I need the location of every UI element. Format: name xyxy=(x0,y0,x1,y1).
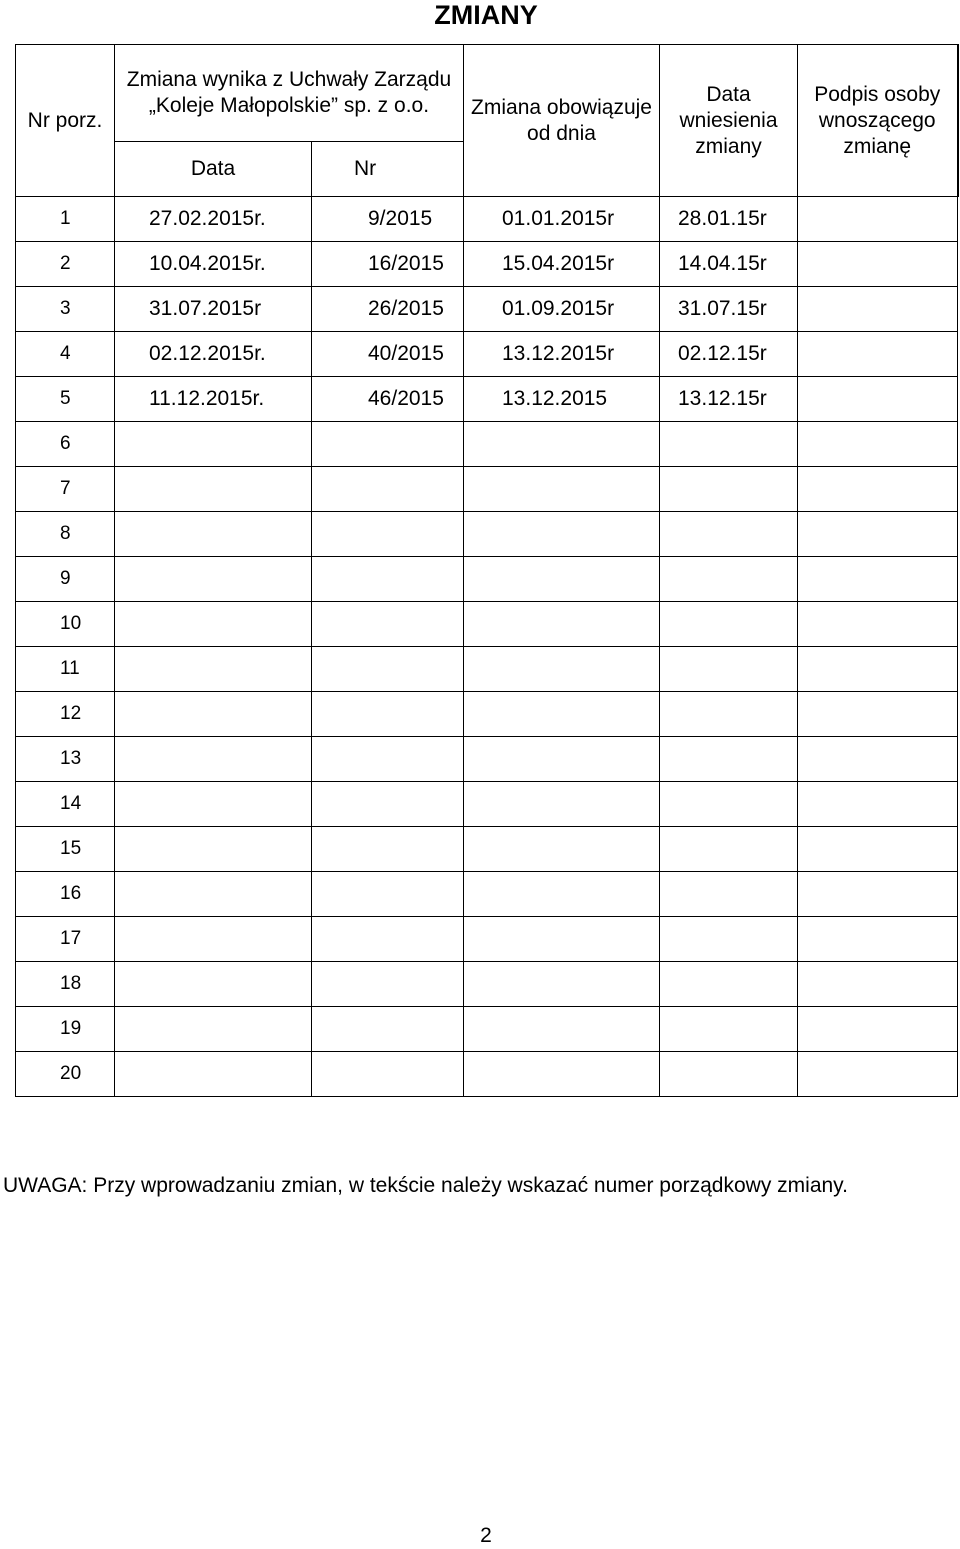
row-number: 9 xyxy=(16,557,115,602)
header-entry-date: Data wniesienia zmiany xyxy=(660,45,798,197)
row-number: 2 xyxy=(16,242,115,287)
effective-date-cell: 13.12.2015r xyxy=(464,332,660,377)
row-number: 16 xyxy=(16,872,115,917)
resolution-date-cell xyxy=(115,917,312,962)
resolution-nr-cell xyxy=(312,692,464,737)
signature-cell xyxy=(798,917,958,962)
row-number: 18 xyxy=(16,962,115,1007)
resolution-nr-cell xyxy=(312,872,464,917)
resolution-date-cell: 02.12.2015r. xyxy=(115,332,312,377)
entry-date-cell: 28.01.15r xyxy=(660,197,798,242)
table-row xyxy=(16,1052,958,1097)
signature-cell xyxy=(798,197,958,242)
resolution-date-cell xyxy=(115,422,312,467)
resolution-nr-cell xyxy=(312,782,464,827)
effective-date-cell: 01.01.2015r xyxy=(464,197,660,242)
resolution-date-cell xyxy=(115,647,312,692)
effective-date-cell: 01.09.2015r xyxy=(464,287,660,332)
effective-date-cell xyxy=(464,602,660,647)
table-row xyxy=(16,962,958,1007)
effective-date-cell xyxy=(464,917,660,962)
table-row xyxy=(16,692,958,737)
effective-date-cell xyxy=(464,557,660,602)
entry-date-cell xyxy=(660,827,798,872)
effective-date-cell xyxy=(464,1007,660,1052)
table-row xyxy=(16,512,958,557)
table-row xyxy=(16,737,958,782)
resolution-date-cell: 10.04.2015r. xyxy=(115,242,312,287)
effective-date-cell xyxy=(464,962,660,1007)
resolution-nr-cell xyxy=(312,422,464,467)
row-number: 19 xyxy=(16,1007,115,1052)
entry-date-cell xyxy=(660,422,798,467)
entry-date-cell xyxy=(660,1052,798,1097)
signature-cell xyxy=(798,287,958,332)
effective-date-cell xyxy=(464,782,660,827)
row-number: 3 xyxy=(16,287,115,332)
entry-date-cell xyxy=(660,1007,798,1052)
resolution-date-cell xyxy=(115,737,312,782)
row-number: 7 xyxy=(16,467,115,512)
row-number: 15 xyxy=(16,827,115,872)
entry-date-cell xyxy=(660,512,798,557)
effective-date-cell xyxy=(464,422,660,467)
table-row xyxy=(16,287,958,332)
header-nr-porz: Nr porz. xyxy=(16,45,115,197)
resolution-date-cell xyxy=(115,1007,312,1052)
table-row xyxy=(16,332,958,377)
page-number: 2 xyxy=(480,1524,492,1547)
row-number: 12 xyxy=(16,692,115,737)
resolution-nr-cell xyxy=(312,467,464,512)
effective-date-cell xyxy=(464,827,660,872)
table-row xyxy=(16,1007,958,1052)
entry-date-cell: 31.07.15r xyxy=(660,287,798,332)
row-number: 6 xyxy=(16,422,115,467)
table-row xyxy=(16,917,958,962)
table-row xyxy=(16,782,958,827)
table-header-row xyxy=(16,45,958,142)
resolution-date-cell xyxy=(115,512,312,557)
table-row xyxy=(16,647,958,692)
resolution-nr-cell xyxy=(312,1007,464,1052)
resolution-nr-cell xyxy=(312,962,464,1007)
entry-date-cell xyxy=(660,467,798,512)
effective-date-cell xyxy=(464,1052,660,1097)
table-row xyxy=(16,242,958,287)
signature-cell xyxy=(798,872,958,917)
entry-date-cell: 02.12.15r xyxy=(660,332,798,377)
signature-cell xyxy=(798,377,958,422)
resolution-date-cell xyxy=(115,872,312,917)
signature-cell xyxy=(798,827,958,872)
resolution-nr-cell: 46/2015 xyxy=(312,377,464,422)
signature-cell xyxy=(798,557,958,602)
signature-cell xyxy=(798,647,958,692)
entry-date-cell xyxy=(660,962,798,1007)
effective-date-cell xyxy=(464,872,660,917)
header-resolution-nr: Nr xyxy=(312,142,464,197)
signature-cell xyxy=(798,467,958,512)
entry-date-cell: 13.12.15r xyxy=(660,377,798,422)
row-number: 1 xyxy=(16,197,115,242)
entry-date-cell xyxy=(660,647,798,692)
note-text: UWAGA: Przy wprowadzaniu zmian, w tekście należy wskazać numer porządkowy zmiany. xyxy=(3,1174,848,1197)
effective-date-cell xyxy=(464,737,660,782)
resolution-date-cell: 31.07.2015r xyxy=(115,287,312,332)
resolution-date-cell xyxy=(115,692,312,737)
resolution-nr-cell: 26/2015 xyxy=(312,287,464,332)
entry-date-cell xyxy=(660,917,798,962)
signature-cell xyxy=(798,422,958,467)
effective-date-cell xyxy=(464,692,660,737)
row-number: 5 xyxy=(16,377,115,422)
resolution-nr-cell: 16/2015 xyxy=(312,242,464,287)
entry-date-cell xyxy=(660,692,798,737)
changes-table xyxy=(15,44,959,1097)
resolution-date-cell xyxy=(115,962,312,1007)
signature-cell xyxy=(798,1052,958,1097)
resolution-date-cell xyxy=(115,557,312,602)
resolution-nr-cell xyxy=(312,737,464,782)
table-row xyxy=(16,602,958,647)
resolution-nr-cell xyxy=(312,647,464,692)
effective-date-cell: 15.04.2015r xyxy=(464,242,660,287)
signature-cell xyxy=(798,692,958,737)
resolution-nr-cell xyxy=(312,827,464,872)
table-row xyxy=(16,377,958,422)
header-resolution-group: Zmiana wynika z Uchwały Zarządu „Koleje Małopolskie” sp. z o.o. xyxy=(115,45,464,142)
signature-cell xyxy=(798,512,958,557)
row-number: 20 xyxy=(16,1052,115,1097)
resolution-date-cell xyxy=(115,1052,312,1097)
table-row xyxy=(16,197,958,242)
resolution-date-cell: 27.02.2015r. xyxy=(115,197,312,242)
resolution-nr-cell xyxy=(312,557,464,602)
signature-cell xyxy=(798,962,958,1007)
resolution-date-cell xyxy=(115,827,312,872)
signature-cell xyxy=(798,332,958,377)
resolution-nr-cell xyxy=(312,1052,464,1097)
signature-cell xyxy=(798,242,958,287)
entry-date-cell xyxy=(660,737,798,782)
signature-cell xyxy=(798,1007,958,1052)
effective-date-cell xyxy=(464,512,660,557)
row-number: 4 xyxy=(16,332,115,377)
header-resolution-date: Data xyxy=(115,142,312,197)
row-number: 10 xyxy=(16,602,115,647)
resolution-nr-cell xyxy=(312,512,464,557)
signature-cell xyxy=(798,602,958,647)
row-number: 13 xyxy=(16,737,115,782)
entry-date-cell xyxy=(660,872,798,917)
signature-cell xyxy=(798,737,958,782)
entry-date-cell: 14.04.15r xyxy=(660,242,798,287)
header-effective-from: Zmiana obowiązuje od dnia xyxy=(464,45,660,197)
resolution-nr-cell: 9/2015 xyxy=(312,197,464,242)
effective-date-cell xyxy=(464,467,660,512)
page-title: ZMIANY xyxy=(434,0,538,30)
row-number: 17 xyxy=(16,917,115,962)
table-row xyxy=(16,827,958,872)
effective-date-cell: 13.12.2015 xyxy=(464,377,660,422)
resolution-date-cell xyxy=(115,602,312,647)
resolution-date-cell xyxy=(115,782,312,827)
row-number: 8 xyxy=(16,512,115,557)
table-row xyxy=(16,422,958,467)
resolution-nr-cell xyxy=(312,602,464,647)
header-signature: Podpis osoby wnoszącego zmianę xyxy=(798,45,958,197)
effective-date-cell xyxy=(464,647,660,692)
row-number: 14 xyxy=(16,782,115,827)
table-row xyxy=(16,872,958,917)
entry-date-cell xyxy=(660,782,798,827)
table-row xyxy=(16,467,958,512)
resolution-date-cell xyxy=(115,467,312,512)
table-row xyxy=(16,557,958,602)
entry-date-cell xyxy=(660,557,798,602)
row-number: 11 xyxy=(16,647,115,692)
resolution-date-cell: 11.12.2015r. xyxy=(115,377,312,422)
signature-cell xyxy=(798,782,958,827)
resolution-nr-cell xyxy=(312,917,464,962)
entry-date-cell xyxy=(660,602,798,647)
resolution-nr-cell: 40/2015 xyxy=(312,332,464,377)
